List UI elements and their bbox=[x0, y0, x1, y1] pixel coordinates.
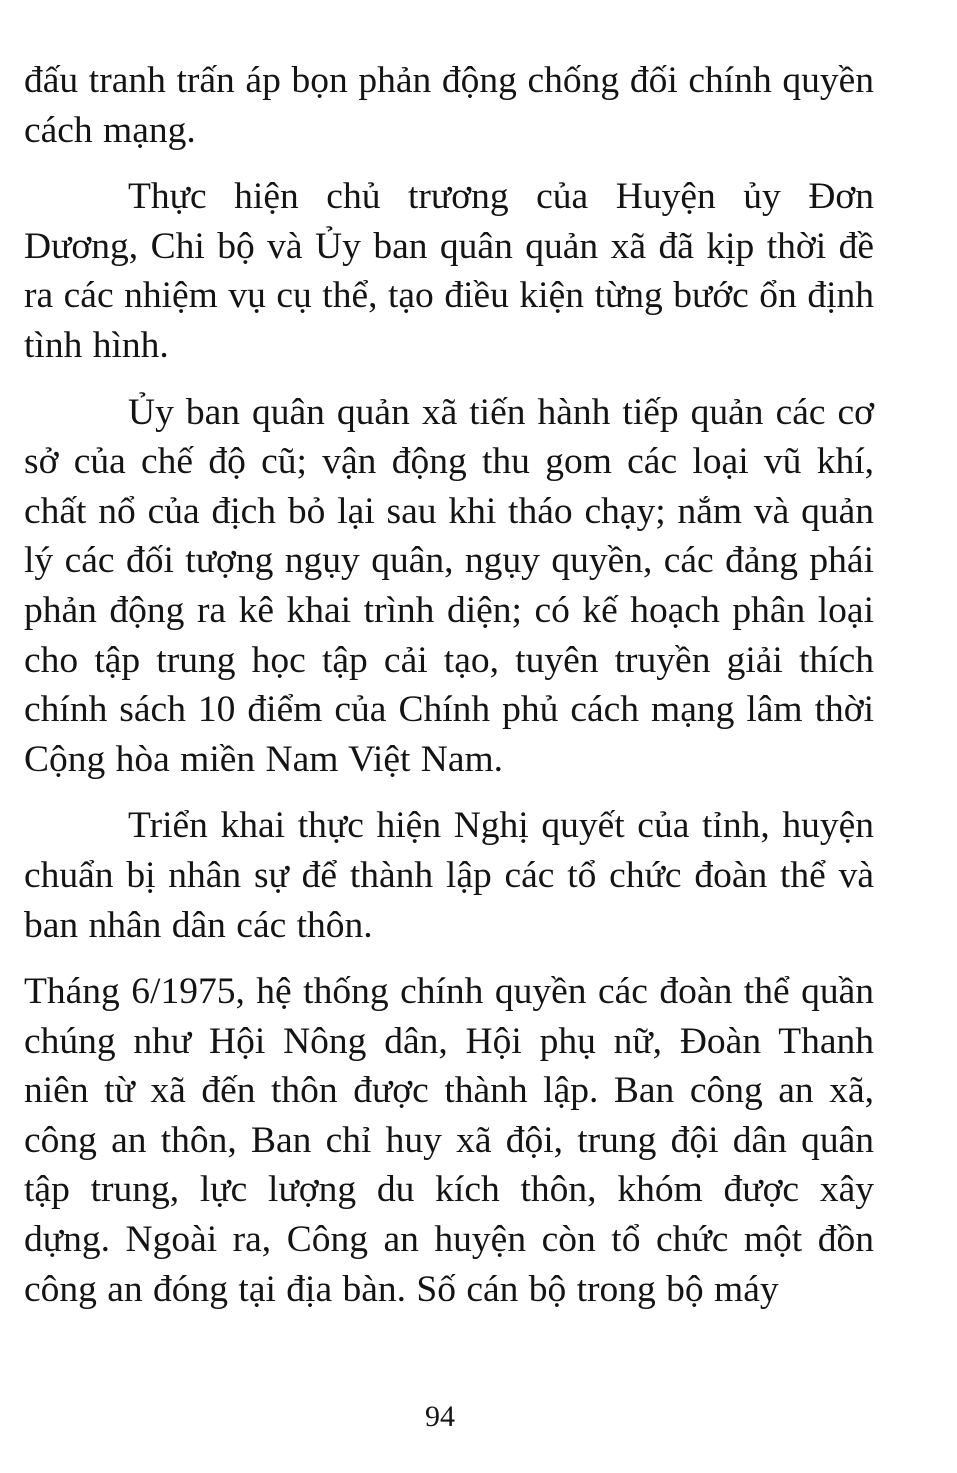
paragraph-june-1975: Tháng 6/1975, hệ thống chính quyền các đoàn thể quần chúng như Hội Nông dân, Hội phụ nữ, Đoàn Thanh niên từ xã đến thôn được thành lập. Ban công an xã, công an thôn, Ban chỉ huy xã đội, trung đội dân quân tập trung, lực lượng du kích thôn, khóm được xây dựng. Ngoài ra, Công an huyện còn tổ chức một đồn công an đóng tại địa bàn. Số cán bộ trong bộ máy bbox=[24, 971, 874, 1310]
paragraph-resolution: Triển khai thực hiện Nghị quyết của tỉnh, huyện chuẩn bị nhân sự để thành lập các tổ chức đoàn thể và ban nhân dân các thôn. bbox=[24, 805, 874, 946]
paragraph-party-directive: Thực hiện chủ trương của Huyện ủy Đơn Dương, Chi bộ và Ủy ban quân quản xã đã kịp thời đề ra các nhiệm vụ cụ thể, tạo điều kiện từng bước ổn định tình hình. bbox=[24, 176, 874, 366]
body-text bbox=[24, 56, 874, 1314]
paragraph-continuation: đấu tranh trấn áp bọn phản động chống đối chính quyền cách mạng. bbox=[24, 60, 874, 151]
page-number: 94 bbox=[425, 1400, 455, 1433]
paragraph-military-committee: Ủy ban quân quản xã tiến hành tiếp quản các cơ sở của chế độ cũ; vận động thu gom các loại vũ khí, chất nổ của địch bỏ lại sau khi tháo chạy; nắm và quản lý các đối tượng ngụy quân, ngụy quyền, các đảng phái phản động ra kê khai trình diện; có kế hoạch phân loại cho tập trung học tập cải tạo, tuyên truyền giải thích chính sách 10 điểm của Chính phủ cách mạng lâm thời Cộng hòa miền Nam Việt Nam. bbox=[24, 391, 874, 780]
